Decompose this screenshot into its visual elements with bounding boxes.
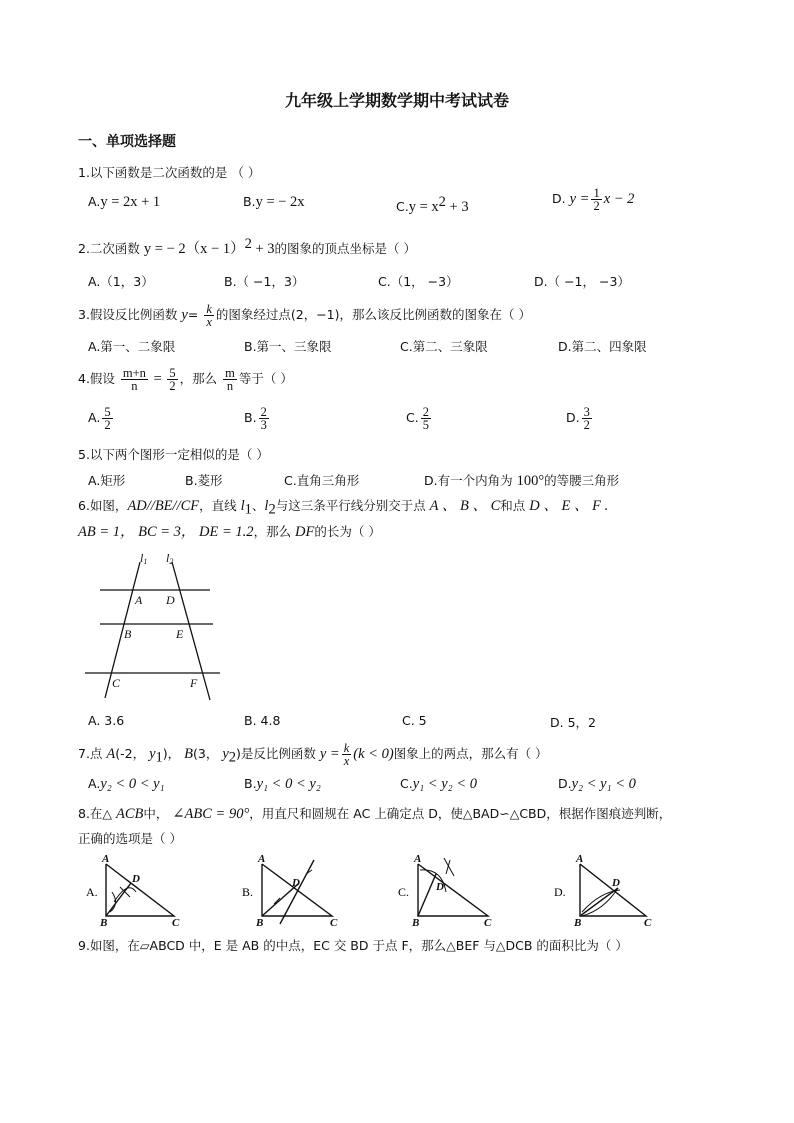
q7-option-d[interactable]: D.y₂ < y₁ < 0	[558, 776, 636, 792]
svg-text:B: B	[100, 917, 108, 929]
svg-text:B.: B.	[242, 885, 254, 899]
q3-stem: 3.假设反比例函数 y= $\frac{k}{x}$ 的图象经过点(2，−1)，那么该反比例函数的图象在（ ）	[78, 302, 531, 329]
q7-option-a[interactable]: A.y₂ < 0 < y₁	[88, 776, 165, 792]
svg-text:D: D	[612, 877, 620, 889]
q1-option-a[interactable]	[88, 194, 160, 211]
q4-stem: 4.假设 $\frac{m+n}{n}$ = $\frac{5}{2}$ ，那么 $\frac{m}{n}$ 等于（ ）	[78, 366, 293, 393]
q8-line2: 正确的选项是（ ）	[78, 831, 182, 846]
q1-option-d[interactable]	[552, 187, 634, 212]
q1-stem: 1.以下函数是二次函数的是 （ ）	[78, 165, 261, 180]
q1-d-label: D.	[552, 191, 566, 206]
q6-line-l1	[105, 562, 140, 698]
page-title: 九年级上学期数学期中考试试卷	[284, 91, 509, 110]
q4-frac-mn: $\frac{m}{n}$	[225, 366, 235, 393]
q1-a-expr: y = 2x + 1	[100, 194, 161, 210]
q7-stem: 7.点 A(-2， $y_1$)， B(3， $y_2$)是反比例函数 y = $\frac{k}{x}$ (k < 0)图象上的两点，那么有（ ）	[78, 741, 548, 768]
q6-label-c: C	[112, 676, 121, 690]
q3-option-a[interactable]: A.第一、二象限	[88, 339, 176, 354]
svg-text:D: D	[292, 877, 300, 889]
q2-expr: y = − 2（x − 1）	[143, 241, 245, 258]
q1-option-c[interactable]	[396, 194, 469, 216]
q6-label-e: E	[176, 627, 184, 641]
svg-text:A.: A.	[86, 885, 98, 899]
q1-c-sup: 2	[438, 194, 446, 210]
svg-text:C.: C.	[398, 885, 410, 899]
q5-stem: 5.以下两个图形一定相似的是（ ）	[78, 447, 269, 462]
q7-option-b[interactable]: B.y₁ < 0 < y₂	[244, 776, 321, 792]
q4-option-b[interactable]: B. $\frac{2}{3}$	[244, 405, 267, 432]
q6-label-d: D	[166, 593, 175, 607]
q4-option-a[interactable]: A. $\frac{5}{2}$	[88, 405, 111, 432]
q3-option-d[interactable]: D.第二、四象限	[558, 339, 647, 354]
svg-text:C: C	[330, 917, 338, 929]
svg-text:A: A	[258, 853, 266, 865]
q6-line1: 6.如图，AD//BE//CF，直线 $l_1$、$l_2$与这三条平行线分别交于点 A 、 B 、 C和点 D 、 E 、 F .	[78, 498, 609, 518]
q1-d-tail: x − 2	[603, 191, 635, 207]
q1-b-label: B.	[243, 194, 256, 209]
q3-frac: $\frac{k}{x}$	[206, 302, 212, 329]
q1-option-b[interactable]	[243, 194, 305, 211]
q5-option-a[interactable]: A.矩形	[88, 473, 126, 488]
q6-label-f: F	[190, 676, 198, 690]
svg-text:B: B	[574, 917, 582, 929]
q8-figure-a[interactable]	[84, 852, 194, 932]
svg-text:A: A	[414, 853, 422, 865]
q3-option-c[interactable]: C.第二、三象限	[400, 339, 488, 354]
q9-stem: 9.如图，在▱ABCD 中，E 是 AB 的中点，EC 交 BD 于点 F，那么△BEF 与△DCB 的面积比为（ ）	[78, 938, 628, 953]
q4-frac-rhs: $\frac{5}{2}$	[169, 366, 176, 393]
svg-text:D.: D.	[554, 885, 566, 899]
q2-option-c[interactable]: C.（1， −3）	[378, 274, 459, 289]
q1-c-expr-a: y = x	[408, 199, 439, 216]
q6-line2: AB = 1， BC = 3， DE = 1.2，那么 DF的长为（ ）	[78, 524, 381, 540]
q8-figure-d[interactable]	[552, 852, 662, 932]
q6-label-l2: l2	[166, 551, 174, 566]
svg-text:C: C	[644, 917, 652, 929]
svg-text:B: B	[256, 917, 264, 929]
q1-d-frac: $\frac{1}{2}$	[593, 186, 600, 213]
q6-option-c[interactable]: C. 5	[402, 713, 427, 728]
q2-stem: 2.二次函数 y = − $2(x - 1)^2 + 3$的图象的顶点坐标是（ ）	[78, 236, 416, 258]
svg-text:C: C	[484, 917, 492, 929]
q2-option-d[interactable]: D.（ −1， −3）	[534, 274, 630, 289]
q6-label-l1: l1	[140, 551, 148, 566]
q8-figure-b[interactable]	[240, 852, 350, 932]
q4-option-c[interactable]: C. $\frac{2}{5}$	[406, 405, 429, 432]
svg-text:C: C	[172, 917, 180, 929]
q2-option-a[interactable]: A.（1，3）	[88, 274, 154, 289]
q6-option-d[interactable]: D. 5，2	[550, 715, 596, 730]
q7-option-c[interactable]: C.y₁ < y₂ < 0	[400, 776, 477, 792]
q5-option-c[interactable]: C.直角三角形	[284, 473, 360, 488]
q2-option-b[interactable]: B.（ −1，3）	[224, 274, 305, 289]
svg-text:D: D	[132, 873, 140, 885]
q4-option-d[interactable]: D. $\frac{3}{2}$	[566, 405, 590, 432]
q1-d-y: y =	[569, 191, 590, 207]
svg-text:A: A	[102, 853, 110, 865]
q8-figure-c[interactable]	[396, 852, 506, 932]
svg-text:B: B	[412, 917, 420, 929]
q1-b-expr: y = − 2x	[255, 194, 305, 210]
q6-figure	[80, 550, 230, 705]
q1-a-label: A.	[88, 194, 101, 209]
q1-c-label: C.	[396, 199, 409, 215]
q8-line1: 8.在△ ACB中， ∠ABC = 90°，用直尺和圆规在 AC 上确定点 D，使△BAD∽△CBD，根据作图痕迹判断，	[78, 806, 672, 822]
q6-option-a[interactable]: A. 3.6	[88, 713, 125, 728]
q5-option-d[interactable]: D.有一个内角为 100°的等腰三角形	[424, 473, 620, 489]
section-heading: 一、单项选择题	[78, 134, 176, 150]
q6-label-a: A	[135, 593, 143, 607]
q4-frac-lhs: $\frac{m+n}{n}$	[122, 366, 146, 393]
q6-option-b[interactable]: B. 4.8	[244, 713, 281, 728]
svg-text:D: D	[436, 881, 444, 893]
q5-option-b[interactable]: B.菱形	[185, 473, 223, 488]
svg-text:A: A	[576, 853, 584, 865]
q6-label-b: B	[124, 627, 132, 641]
q1-c-expr-b: + 3	[445, 199, 469, 216]
q3-option-b[interactable]: B.第一、三象限	[244, 339, 332, 354]
